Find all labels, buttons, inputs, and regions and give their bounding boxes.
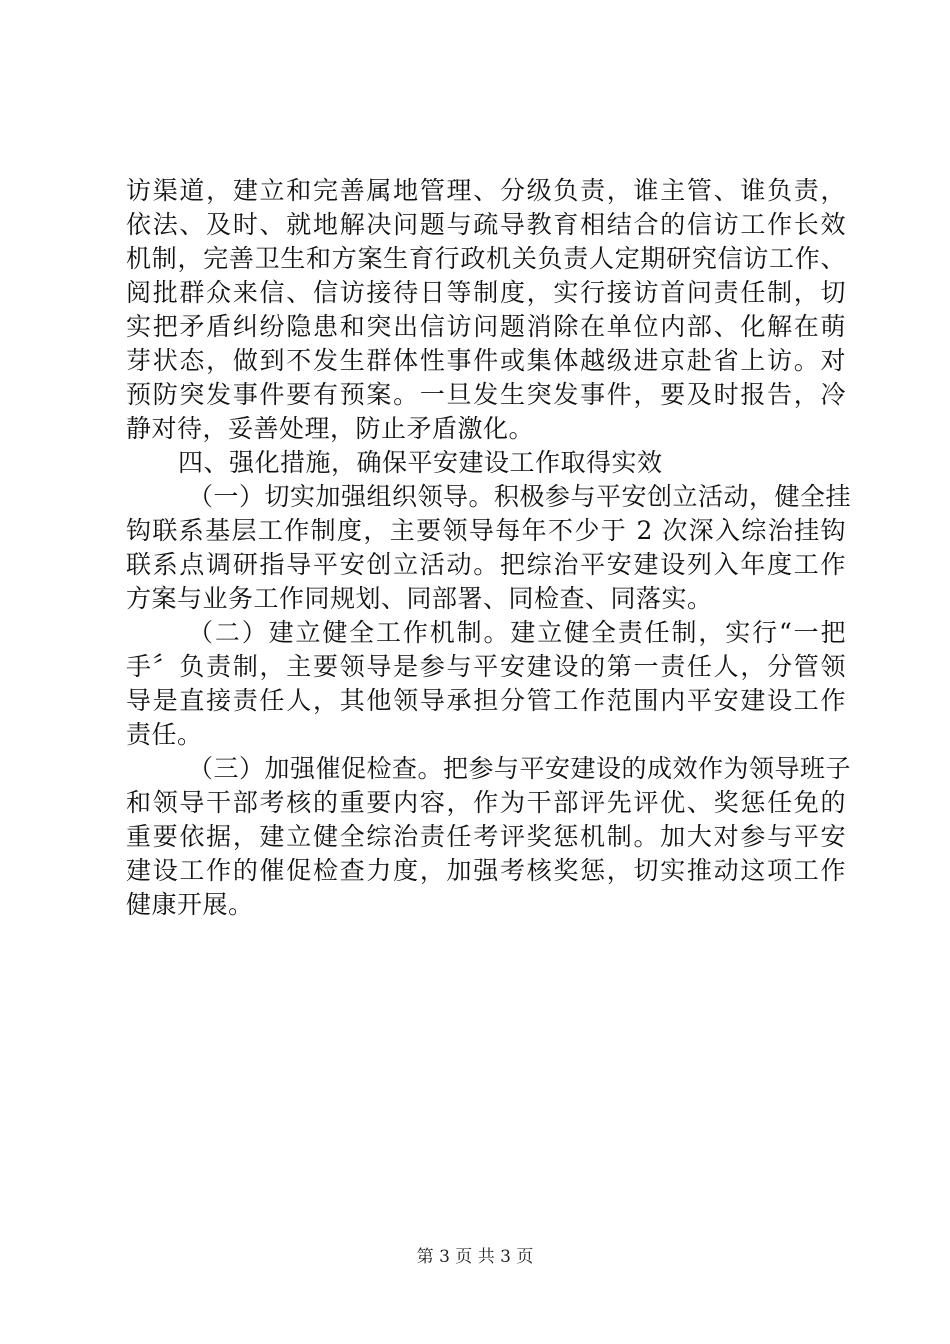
text-line: 建设工作的催促检查力度，加强考核奖惩，切实推动这项工作 bbox=[126, 856, 846, 885]
paragraph-3 bbox=[126, 616, 846, 752]
document-body bbox=[126, 174, 852, 922]
text-line: 手〞负责制，主要领导是参与平安建设的第一责任人，分管领 bbox=[126, 652, 846, 681]
text-line: 责任。 bbox=[126, 720, 203, 749]
text-line: 健康开展。 bbox=[126, 890, 254, 919]
text-line: 方案与业务工作同规划、同部署、同检查、同落实。 bbox=[126, 584, 713, 613]
paragraph-4 bbox=[126, 752, 852, 922]
text-line: 联系点调研指导平安创立活动。把综治平安建设列入年度工作 bbox=[126, 550, 846, 579]
text-line: 芽状态，做到不发生群体性事件或集体越级进京赴省上访。对 bbox=[126, 346, 846, 375]
text-line: 静对待，妥善处理，防止矛盾激化。 bbox=[126, 414, 535, 443]
paragraph-1 bbox=[126, 174, 846, 446]
text-line: 和领导干部考核的重要内容，作为干部评先评优、奖惩任免的 bbox=[126, 788, 846, 817]
page-number-label: 第 3 页 共 3 页 bbox=[416, 1247, 534, 1267]
text-line: 阅批群众来信、信访接待日等制度，实行接访首问责任制，切 bbox=[126, 278, 846, 307]
text-line: 访渠道，建立和完善属地管理、分级负责，谁主管、谁负责， bbox=[126, 176, 846, 205]
text-line: 重要依据，建立健全综治责任考评奖惩机制。加大对参与平安 bbox=[126, 822, 846, 851]
text-line: （二）建立健全工作机制。建立健全责任制，实行“一把 bbox=[188, 618, 846, 647]
text-line: 导是直接责任人，其他领导承担分管工作范围内平安建设工作 bbox=[126, 686, 846, 715]
heading-line: 四、强化措施，确保平安建设工作取得实效 bbox=[178, 448, 663, 477]
text-line: 依法、及时、就地解决问题与疏导教育相结合的信访工作长效 bbox=[126, 210, 846, 239]
text-line: 钩联系基层工作制度，主要领导每年不少于 2 次深入综治挂钩 bbox=[126, 516, 846, 545]
paragraph-2 bbox=[126, 480, 852, 616]
section-heading bbox=[126, 446, 846, 480]
text-line: 预防突发事件要有预案。一旦发生突发事件，要及时报告，冷 bbox=[126, 380, 846, 409]
text-line: 实把矛盾纠纷隐患和突出信访问题消除在单位内部、化解在萌 bbox=[126, 312, 846, 341]
text-line: （一）切实加强组织领导。积极参与平安创立活动，健全挂 bbox=[188, 482, 852, 511]
page-footer bbox=[0, 1242, 950, 1267]
text-line: 机制，完善卫生和方案生育行政机关负责人定期研究信访工作、 bbox=[126, 244, 846, 273]
text-line: （三）加强催促检查。把参与平安建设的成效作为领导班子 bbox=[188, 754, 852, 783]
